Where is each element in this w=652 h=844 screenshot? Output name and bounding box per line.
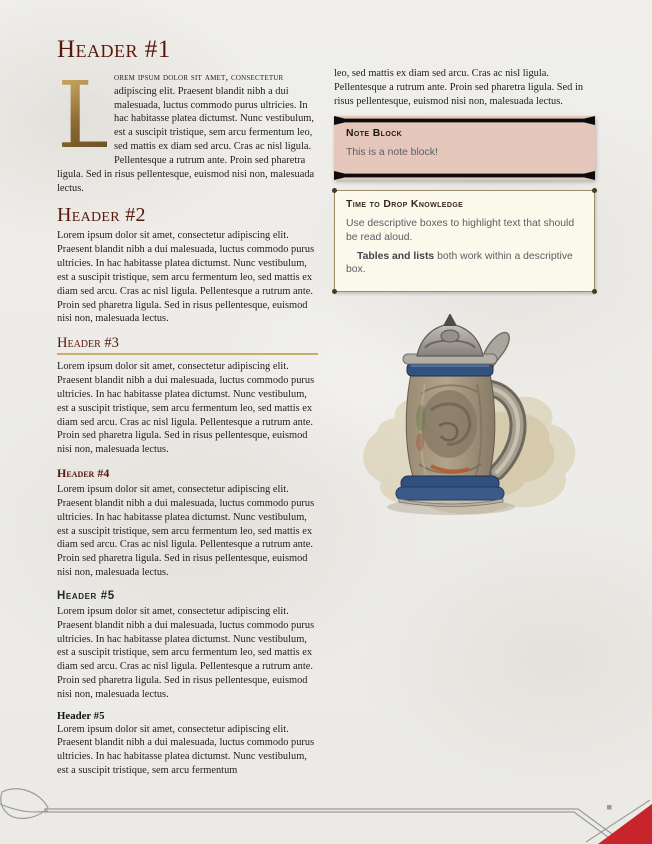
- note-border-bottom-icon: [334, 171, 595, 180]
- corner-dot-icon: [592, 289, 597, 294]
- descriptive-box: [334, 190, 595, 292]
- header-3: Header #3: [57, 335, 318, 355]
- stein-illustration: [334, 314, 595, 522]
- page-footer-decoration: [0, 780, 652, 844]
- header-1: Header #1: [57, 36, 171, 63]
- left-column: [57, 36, 318, 783]
- header-5: Header #5: [57, 589, 115, 602]
- header-6: Header #5: [57, 709, 105, 722]
- corner-dot-icon: [332, 289, 337, 294]
- body-paragraph-truncated: Lorem ipsum dolor sit amet, consectetur adipiscing elit. Praesent blandit nibh a dui malesuada, luctus commodo purus ultricies. In hac habitasse platea dictumst. Nunc vestibulum, est a suscipit tristique, sem arcu fermentum: [57, 723, 315, 777]
- beer-stein-icon: [339, 314, 591, 522]
- right-column: [334, 36, 595, 783]
- small-caps-lead: orem ipsum dolor sit amet, consectetur: [114, 72, 284, 83]
- descriptive-box-bold-lead: Tables and lists: [357, 250, 435, 262]
- note-body: This is a note block!: [346, 147, 438, 159]
- descriptive-box-line2-rest: both work within a descriptive box.: [346, 250, 573, 276]
- intro-paragraph: [57, 62, 318, 195]
- footer-square-dot-icon: [607, 805, 612, 810]
- descriptive-box-line2: [346, 250, 583, 278]
- body-paragraph: Lorem ipsum dolor sit amet, consectetur adipiscing elit. Praesent blandit nibh a dui malesuada, luctus commodo purus ultricies. In hac habitasse platea dictumst. Nunc vestibulum, est a suscipit tristique, sem arcu fermentum leo, sed mattis ex diam sed arcu. Cras ac nisl ligula. Pellentesque a rutrum ante. Proin sed pharetra ligula. Sed in risus pellentesque, euismod nisi non, malesuada lectus.: [57, 361, 315, 456]
- red-corner-triangle: [598, 804, 652, 844]
- note-border-top-icon: [334, 116, 595, 125]
- body-paragraph: Lorem ipsum dolor sit amet, consectetur adipiscing elit. Praesent blandit nibh a dui malesuada, luctus commodo purus ultricies. In hac habitasse platea dictumst. Nunc vestibulum, est a suscipit tristique, sem arcu fermentum leo, sed mattis ex diam sed arcu. Cras ac nisl ligula. Pellentesque a rutrum ante. Proin sed pharetra ligula. Sed in risus pellentesque, euismod nisi non, malesuada lectus.: [57, 230, 315, 325]
- body-paragraph: Lorem ipsum dolor sit amet, consectetur adipiscing elit. Praesent blandit nibh a dui malesuada, luctus commodo purus ultricies. In hac habitasse platea dictumst. Nunc vestibulum, est a suscipit tristique, sem arcu fermentum leo, sed mattis ex diam sed arcu. Cras ac nisl ligula. Pellentesque a rutrum ante. Proin sed pharetra ligula. Sed in risus pellentesque, euismod nisi non, malesuada lectus.: [57, 605, 315, 700]
- overflow-paragraph: leo, sed mattis ex diam sed arcu. Cras ac nisl ligula. Pellentesque a rutrum ante. Proin sed pharetra ligula. Sed in risus pellentesque, euismod nisi non, malesuada lectus.: [334, 68, 584, 107]
- corner-dot-icon: [332, 188, 337, 193]
- header-4: Header #4: [57, 466, 110, 481]
- corner-dot-icon: [592, 188, 597, 193]
- note-content: [334, 125, 595, 171]
- descriptive-box-line1: Use descriptive boxes to highlight text that should be read aloud.: [346, 217, 575, 243]
- drop-cap-letter: L: [57, 62, 119, 169]
- two-column-layout: [57, 36, 595, 783]
- body-paragraph: Lorem ipsum dolor sit amet, consectetur adipiscing elit. Praesent blandit nibh a dui malesuada, luctus commodo purus ultricies. In hac habitasse platea dictumst. Nunc vestibulum, est a suscipit tristique, sem arcu fermentum leo, sed mattis ex diam sed arcu. Cras ac nisl ligula. Pellentesque a rutrum ante. Proin sed pharetra ligula. Sed in risus pellentesque, euismod nisi non, malesuada lectus.: [57, 484, 315, 579]
- descriptive-box-title: Time to Drop Knowledge: [346, 199, 464, 211]
- note-title: Note Block: [346, 128, 403, 140]
- intro-paragraph-text: adipiscing elit. Praesent blandit nibh a dui malesuada, luctus commodo purus ultricies. In hac habitasse platea dictumst. Nunc vestibulum, est a suscipit tristique, sem arcu fermentum leo, sed mattis ex diam sed arcu. Cras ac nisl ligula. Pellentesque a rutrum ante. Proin sed pharetra ligula. Sed in risus pellentesque, euismod nisi non, malesuada lectus.: [57, 85, 315, 194]
- leaf-flourish-icon: [1, 789, 48, 819]
- header-2: Header #2: [57, 204, 146, 227]
- note-block: [334, 116, 595, 180]
